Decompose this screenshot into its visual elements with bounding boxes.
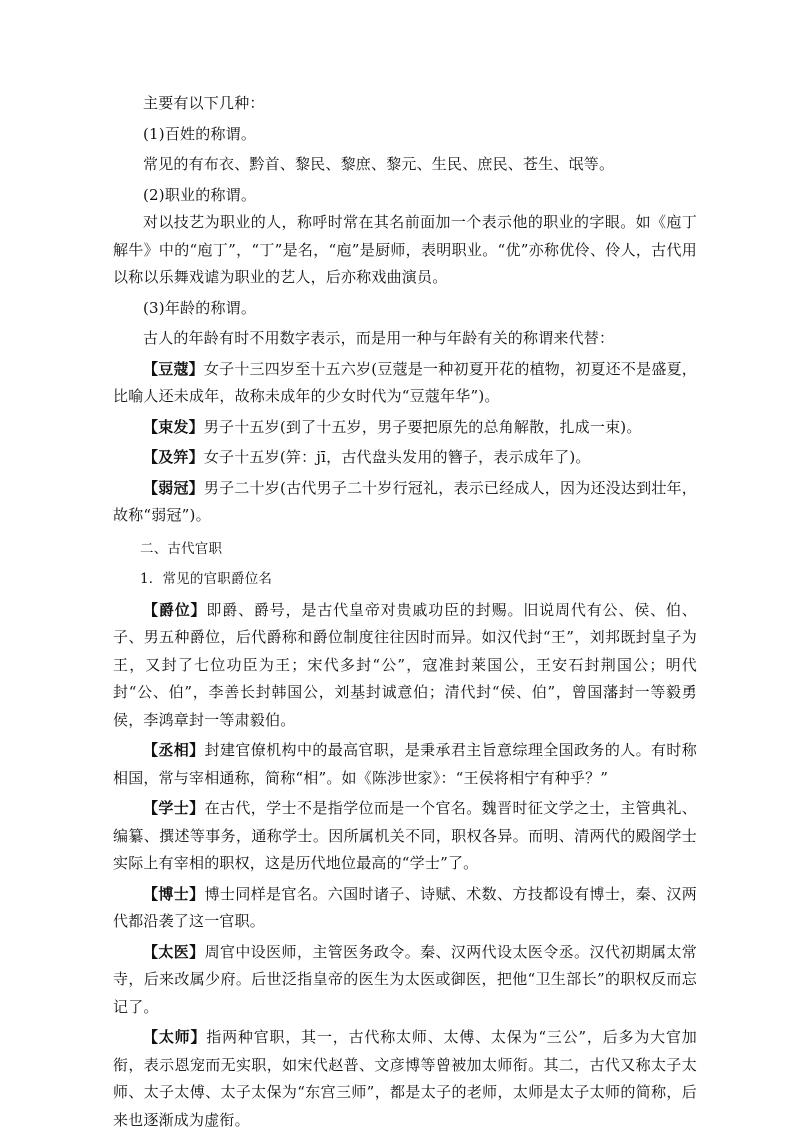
office-entry-boshi [113,881,697,936]
age-entry-jiji [113,444,697,472]
office-entry-chengxiang [113,737,697,792]
intro-line: 主要有以下几种： [143,94,265,112]
section-heading-age: (3)年龄的称谓。 [143,298,257,317]
office-entry-taiyi [113,939,697,1022]
term-text: 在古代，学士不是指学位而是一个官名。魏晋时征文学之士，主管典礼、编纂、撰述等事务，通称学士。因所属机关不同，职权各异。而明、清两代的殿阁学士实际上有宰相的职权，这是历代地位最高的“学士”了。 [113,799,697,872]
paragraph-commoners: 常见的有布衣、黔首、黎民、黎庶、黎元、生民、庶民、苍生、氓等。 [143,155,615,173]
office-entry-taishi [113,1024,697,1134]
section-heading-commoners: (1)百姓的称谓。 [143,124,257,143]
section-heading-officials: 二、古代官职 [140,540,223,557]
office-entry-juewei [113,597,697,735]
term-text: 男子十五岁(到了十五岁，男子要把原先的总角解散，扎成一束)。 [203,417,642,436]
term-text: 周官中设医师，主管医务政令。秦、汉两代设太医令丞。汉代初期属太常寺，后来改属少府。后世泛指皇帝的医生为太医或御医，把他“卫生部长”的职权反而忘记了。 [113,942,697,1016]
term-text: 女子十三四岁至十五六岁(豆蔻是一种初夏开花的植物，初夏还不是盛夏，比喻人还未成年，故称未成年的少女时代为“豆蔻年华”)。 [113,359,697,405]
term-label: 【太师】 [143,1028,207,1046]
term-label: 【爵位】 [143,600,207,619]
term-label: 【丞相】 [143,741,205,759]
subheading-common-titles: 1．常见的官职爵位名 [140,571,273,587]
term-label: 【学士】 [143,799,205,817]
term-text: 女子十五岁(笄：jī，古代盘头发用的簪子，表示成年了)。 [203,448,591,466]
paragraph-age-intro: 古人的年龄有时不用数字表示，而是用一种与年龄有关的称谓来代替： [143,329,615,347]
term-label: 【博士】 [143,884,205,903]
term-text: 男子二十岁(古代男子二十岁行冠礼，表示已经成人，因为还没达到壮年，故称“弱冠”)。 [113,478,697,524]
section-heading-occupation: (2)职业的称谓。 [143,185,257,204]
document-page [113,90,697,1134]
term-text: 博士同样是官名。六国时诸子、诗赋、术数、方技都设有博士，秦、汉两代都沿袭了这一官职。 [113,884,697,930]
term-label: 【豆蔻】 [143,359,204,378]
term-text: 指两种官职，其一，古代称太师、太傅、太保为“三公”，后多为大官加衔，表示恩宠而无实职，如宋代赵普、文彦博等曾被加太师衔。其二，古代又称太子太师、太子太傅、太子太保为“东宫三师”，都是太子的老师，太师是太子太师的简称，后来也逐渐成为虚衔。 [113,1028,697,1129]
term-label: 【太医】 [143,942,205,961]
term-text: 封建官僚机构中的最高官职，是秉承君主旨意综理全国政务的人。有时称相国，常与宰相通称，简称“相”。如《陈涉世家》：“王侯将相宁有种乎？” [113,741,697,787]
office-entry-xueshi [113,795,697,878]
term-label: 【弱冠】 [143,478,204,497]
term-text: 即爵、爵号，是古代皇帝对贵戚功臣的封赐。旧说周代有公、侯、伯、子、男五种爵位，后代爵称和爵位制度往往因时而异。如汉代封“王”，刘邦既封皇子为王，又封了七位功臣为王；宋代多封“公”，寇准封莱国公，王安石封荆国公；明代封“公、伯”，李善长封韩国公，刘基封诚意伯；清代封“侯、伯”，曾国藩封一等毅勇侯，李鸿章封一等肃毅伯。 [113,600,697,729]
term-label: 【及笄】 [143,448,204,466]
paragraph-occupation: 对以技艺为职业的人，称呼时常在其名前面加一个表示他的职业的字眼。如《庖丁解牛》中的“庖丁”，“丁”是名，“庖”是厨师，表明职业。“优”亦称优伶、伶人，古代用以称以乐舞戏谑为职业的艺人，后亦称戏曲演员。 [113,213,697,286]
age-entry-doukou [113,356,697,411]
age-entry-ruoguan [113,475,697,530]
age-entry-shufa [113,414,697,442]
term-label: 【束发】 [143,417,204,436]
